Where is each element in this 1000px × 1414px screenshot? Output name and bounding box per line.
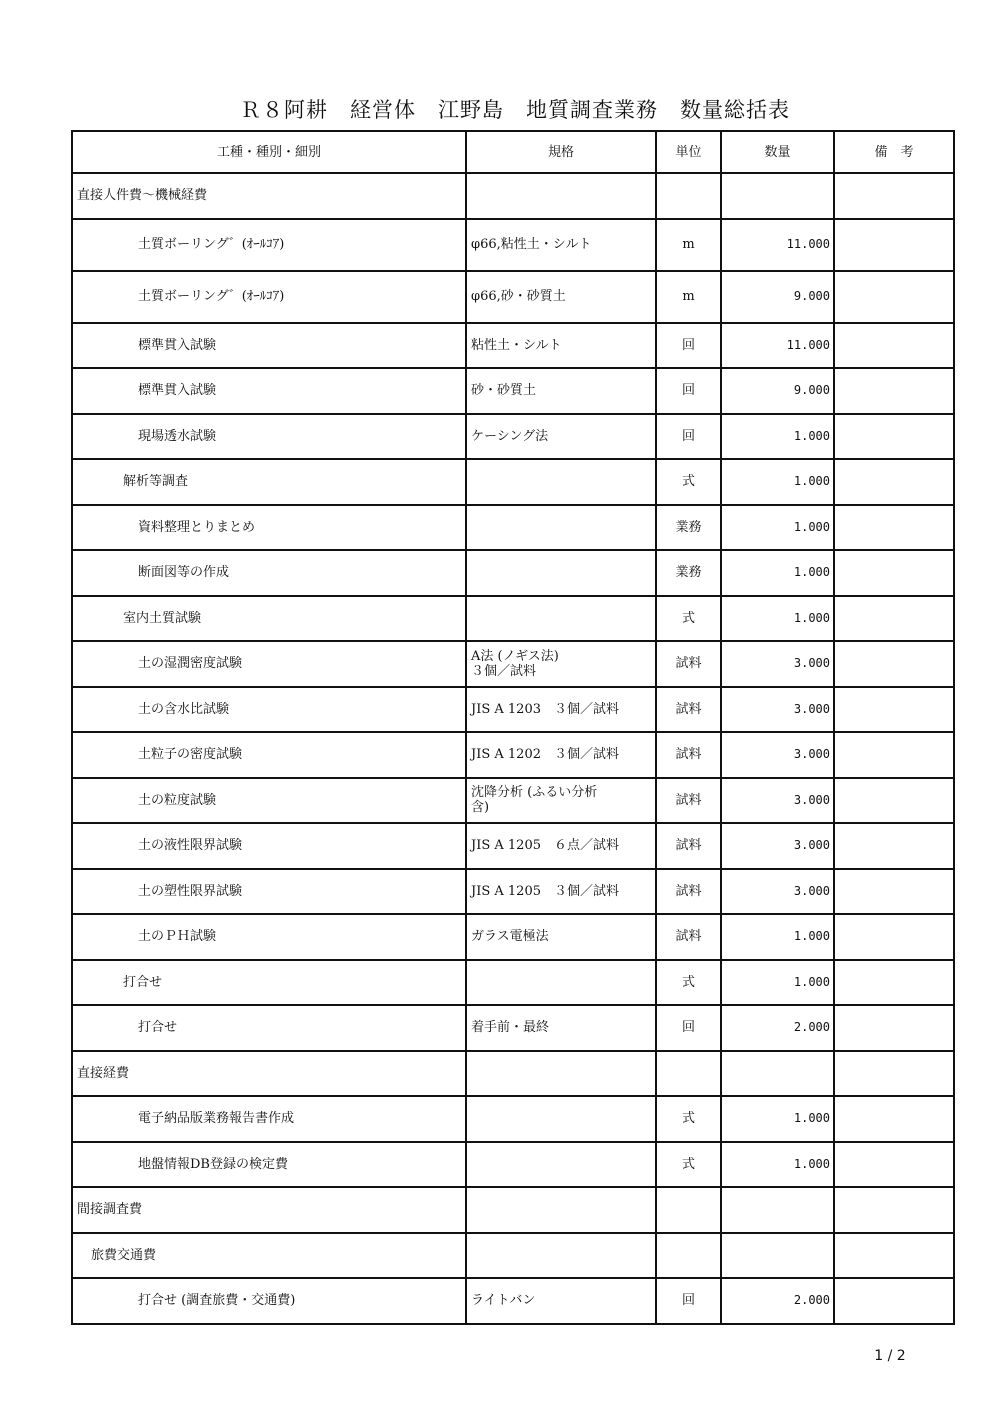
row-item: 断面図等の作成 — [72, 550, 466, 596]
row-item: 直接経費 — [72, 1051, 466, 1097]
header-qty: 数量 — [721, 131, 834, 173]
table-row — [72, 869, 954, 915]
row-spec — [466, 596, 656, 642]
row-spec: JIS A 1205 ３個／試料 — [466, 869, 656, 915]
header-item: 工種・種別・細別 — [72, 131, 466, 173]
row-spec: JIS A 1205 ６点／試料 — [466, 823, 656, 869]
table-row — [72, 914, 954, 960]
row-qty: 1.000 — [721, 459, 834, 505]
row-spec: ライトバン — [466, 1278, 656, 1324]
row-item: 電子納品版業務報告書作成 — [72, 1096, 466, 1142]
table-row — [72, 687, 954, 733]
row-qty: 1.000 — [721, 414, 834, 460]
row-spec: φ66,砂・砂質土 — [466, 271, 656, 323]
row-unit — [656, 1233, 721, 1279]
row-remark — [834, 1187, 954, 1233]
row-spec: ガラス電極法 — [466, 914, 656, 960]
row-remark — [834, 271, 954, 323]
row-qty: 3.000 — [721, 869, 834, 915]
table-row — [72, 219, 954, 271]
row-remark — [834, 687, 954, 733]
row-unit: 式 — [656, 596, 721, 642]
table-row — [72, 1187, 954, 1233]
row-item: 土粒子の密度試験 — [72, 732, 466, 778]
quantity-summary-table — [71, 130, 955, 1325]
row-unit: 試料 — [656, 687, 721, 733]
row-spec — [466, 1051, 656, 1097]
row-item: 資料整理とりまとめ — [72, 505, 466, 551]
row-qty — [721, 1051, 834, 1097]
row-remark — [834, 778, 954, 824]
row-unit: 試料 — [656, 823, 721, 869]
row-item: 土の湿潤密度試験 — [72, 641, 466, 687]
row-unit: 回 — [656, 368, 721, 414]
row-qty: 3.000 — [721, 778, 834, 824]
row-unit: 式 — [656, 1096, 721, 1142]
row-qty — [721, 1187, 834, 1233]
row-spec — [466, 505, 656, 551]
row-remark — [834, 459, 954, 505]
row-unit: 回 — [656, 1278, 721, 1324]
row-spec: 砂・砂質土 — [466, 368, 656, 414]
row-item: 土質ボーリング゛(ｵｰﾙｺｱ) — [72, 219, 466, 271]
row-remark — [834, 219, 954, 271]
row-qty: 1.000 — [721, 1096, 834, 1142]
row-remark — [834, 414, 954, 460]
table-header-row — [72, 131, 954, 173]
row-item: 打合せ — [72, 1005, 466, 1051]
row-unit — [656, 1051, 721, 1097]
row-spec: JIS A 1203 ３個／試料 — [466, 687, 656, 733]
row-remark — [834, 505, 954, 551]
row-item: 土のＰＨ試験 — [72, 914, 466, 960]
row-unit: 式 — [656, 960, 721, 1006]
table-row — [72, 414, 954, 460]
row-qty: 11.000 — [721, 219, 834, 271]
row-unit: 試料 — [656, 869, 721, 915]
row-qty: 3.000 — [721, 732, 834, 778]
row-item: 地盤情報DB登録の検定費 — [72, 1142, 466, 1188]
row-qty: 3.000 — [721, 823, 834, 869]
row-remark — [834, 869, 954, 915]
row-unit: 回 — [656, 414, 721, 460]
row-qty: 9.000 — [721, 368, 834, 414]
row-spec: 粘性土・シルト — [466, 323, 656, 369]
table-row — [72, 1096, 954, 1142]
row-spec — [466, 459, 656, 505]
row-item: 解析等調査 — [72, 459, 466, 505]
row-spec — [466, 173, 656, 219]
row-item: 土の塑性限界試験 — [72, 869, 466, 915]
row-spec — [466, 1233, 656, 1279]
table-row — [72, 960, 954, 1006]
row-unit: 回 — [656, 1005, 721, 1051]
table-row — [72, 641, 954, 687]
row-spec — [466, 1187, 656, 1233]
row-unit: 式 — [656, 1142, 721, 1188]
row-unit: 式 — [656, 459, 721, 505]
row-item: 標準貫入試験 — [72, 368, 466, 414]
table-row — [72, 173, 954, 219]
table-row — [72, 1233, 954, 1279]
row-item: 現場透水試験 — [72, 414, 466, 460]
row-item: 打合せ (調査旅費・交通費) — [72, 1278, 466, 1324]
row-unit — [656, 1187, 721, 1233]
row-qty: 1.000 — [721, 550, 834, 596]
header-unit: 単位 — [656, 131, 721, 173]
row-item: 間接調査費 — [72, 1187, 466, 1233]
row-item: 土の液性限界試験 — [72, 823, 466, 869]
row-remark — [834, 1051, 954, 1097]
row-remark — [834, 323, 954, 369]
table-row — [72, 323, 954, 369]
row-unit: 業務 — [656, 505, 721, 551]
header-spec: 規格 — [466, 131, 656, 173]
row-qty — [721, 173, 834, 219]
row-spec: 沈降分析 (ふるい分析 含) — [466, 778, 656, 824]
row-remark — [834, 1005, 954, 1051]
row-spec: 着手前・最終 — [466, 1005, 656, 1051]
row-unit: 試料 — [656, 778, 721, 824]
table-row — [72, 505, 954, 551]
row-qty: 2.000 — [721, 1005, 834, 1051]
row-remark — [834, 732, 954, 778]
row-item: 室内土質試験 — [72, 596, 466, 642]
row-spec — [466, 1142, 656, 1188]
table-row — [72, 1142, 954, 1188]
row-item: 土質ボーリング゛(ｵｰﾙｺｱ) — [72, 271, 466, 323]
row-remark — [834, 550, 954, 596]
row-qty: 9.000 — [721, 271, 834, 323]
row-unit: 試料 — [656, 732, 721, 778]
row-qty: 3.000 — [721, 687, 834, 733]
row-remark — [834, 914, 954, 960]
row-remark — [834, 596, 954, 642]
row-qty: 11.000 — [721, 323, 834, 369]
row-remark — [834, 1278, 954, 1324]
row-spec — [466, 550, 656, 596]
row-spec: ケーシング法 — [466, 414, 656, 460]
row-remark — [834, 1233, 954, 1279]
row-item: 土の含水比試験 — [72, 687, 466, 733]
row-unit: m — [656, 219, 721, 271]
row-item: 打合せ — [72, 960, 466, 1006]
page-title: Ｒ８阿耕 経営体 江野島 地質調査業務 数量総括表 — [240, 98, 790, 122]
row-item: 直接人件費～機械経費 — [72, 173, 466, 219]
row-spec — [466, 960, 656, 1006]
table-row — [72, 1051, 954, 1097]
row-qty: 1.000 — [721, 505, 834, 551]
row-spec: φ66,粘性土・シルト — [466, 219, 656, 271]
row-spec: JIS A 1202 ３個／試料 — [466, 732, 656, 778]
row-qty: 2.000 — [721, 1278, 834, 1324]
row-item: 旅費交通費 — [72, 1233, 466, 1279]
header-remark: 備 考 — [834, 131, 954, 173]
row-qty: 1.000 — [721, 914, 834, 960]
row-item: 土の粒度試験 — [72, 778, 466, 824]
row-qty: 3.000 — [721, 641, 834, 687]
row-remark — [834, 641, 954, 687]
table-row — [72, 596, 954, 642]
table-row — [72, 271, 954, 323]
row-qty — [721, 1233, 834, 1279]
row-qty: 1.000 — [721, 596, 834, 642]
table-row — [72, 732, 954, 778]
row-remark — [834, 173, 954, 219]
row-remark — [834, 368, 954, 414]
row-unit: 回 — [656, 323, 721, 369]
row-item: 標準貫入試験 — [72, 323, 466, 369]
page-number: 1 / 2 — [874, 1348, 906, 1364]
table-row — [72, 823, 954, 869]
row-unit: 試料 — [656, 641, 721, 687]
row-qty: 1.000 — [721, 1142, 834, 1188]
row-unit: m — [656, 271, 721, 323]
table-row — [72, 1278, 954, 1324]
table-row — [72, 459, 954, 505]
row-remark — [834, 1096, 954, 1142]
row-remark — [834, 823, 954, 869]
row-qty: 1.000 — [721, 960, 834, 1006]
row-unit: 試料 — [656, 914, 721, 960]
table-row — [72, 1005, 954, 1051]
row-unit — [656, 173, 721, 219]
table-row — [72, 550, 954, 596]
row-spec — [466, 1096, 656, 1142]
row-remark — [834, 1142, 954, 1188]
row-remark — [834, 960, 954, 1006]
row-unit: 業務 — [656, 550, 721, 596]
table-row — [72, 368, 954, 414]
row-spec: A法 (ノギス法) ３個／試料 — [466, 641, 656, 687]
table-row — [72, 778, 954, 824]
